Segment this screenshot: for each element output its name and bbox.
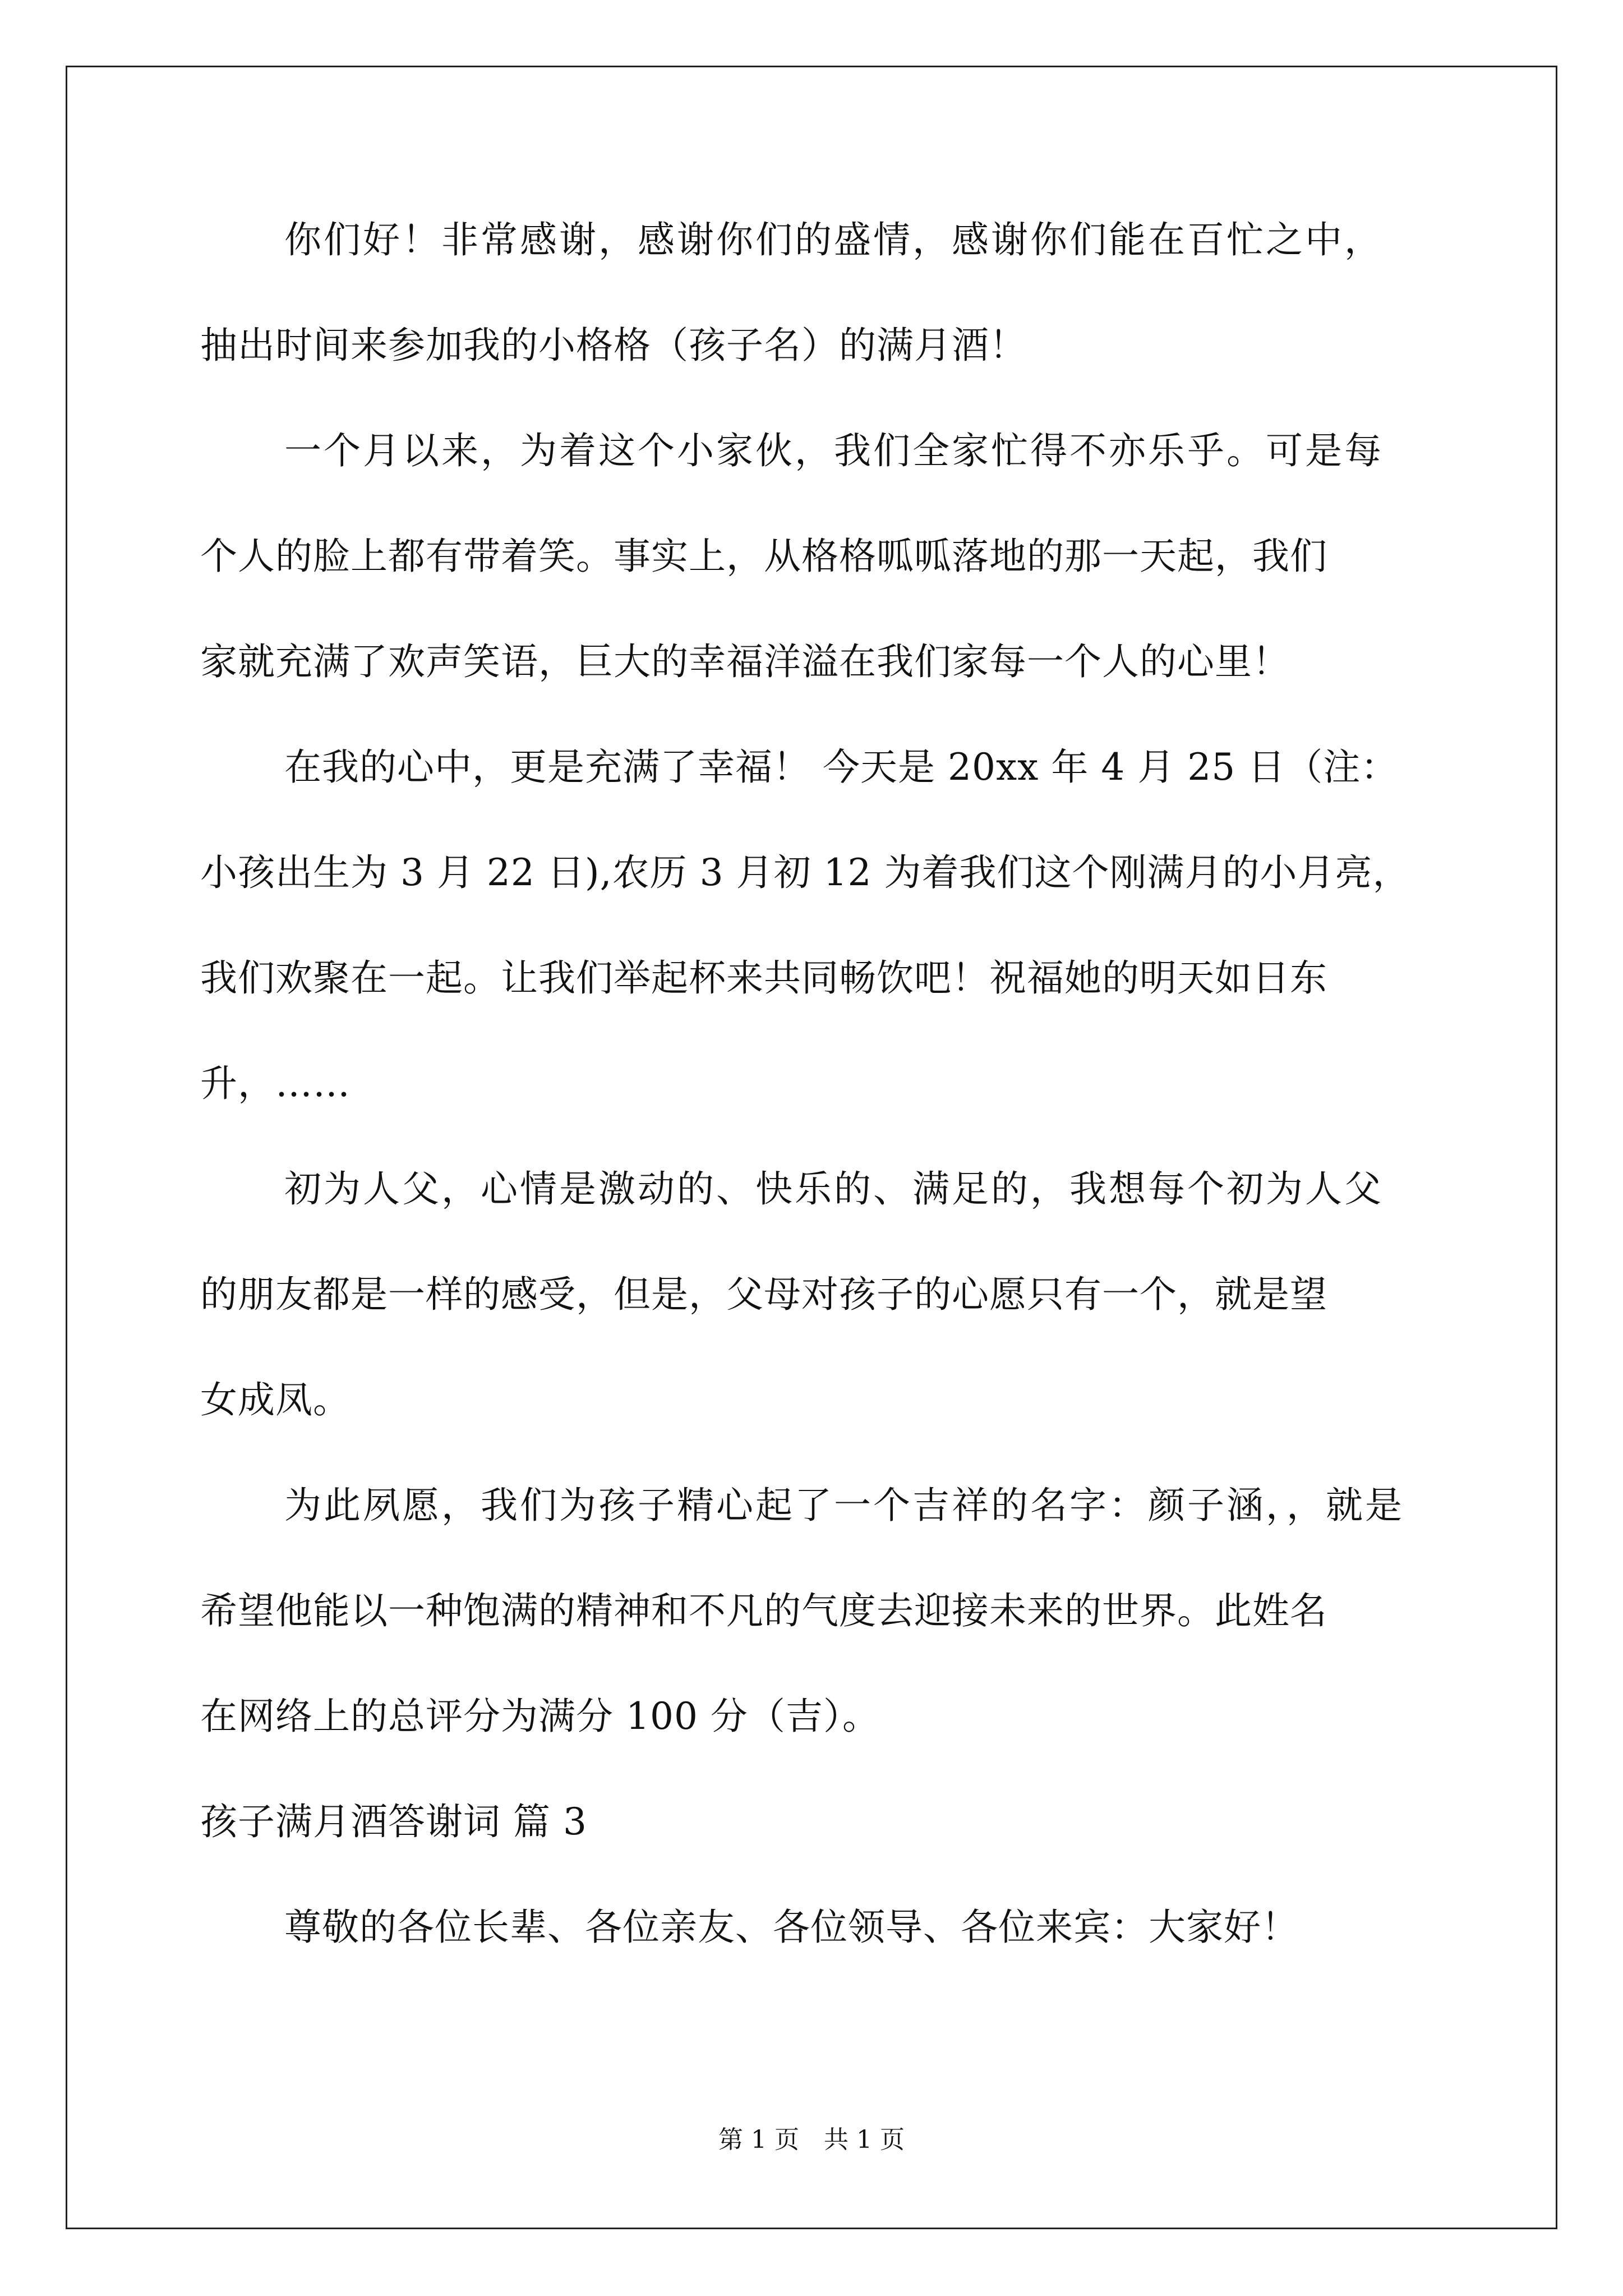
paragraph-line: 家就充满了欢声笑语，巨大的幸福洋溢在我们家每一个人的心里！ [200, 640, 1290, 683]
paragraph-line: 女成凤。 [200, 1378, 351, 1421]
paragraph-line: 的朋友都是一样的感受，但是，父母对孩子的心愿只有一个，就是望 [200, 1273, 1327, 1316]
document-body [200, 212, 1437, 2005]
paragraph-line: 在我的心中，更是充满了幸福！ 今天是 20xx 年 4 月 25 日（注： [284, 746, 1399, 789]
paragraph-line: 小孩出生为 3 月 22 日),农历 3 月初 12 为着我们这个刚满月的小月亮， [200, 851, 1410, 894]
paragraph-line: 希望他能以一种饱满的精神和不凡的气度去迎接未来的世界。此姓名 [200, 1589, 1327, 1632]
paragraph-line: 为此夙愿，我们为孩子精心起了一个吉祥的名字：颜子涵，，就是 [284, 1484, 1404, 1527]
paragraph-line: 抽出时间来参加我的小格格（孩子名）的满月酒！ [200, 324, 1027, 367]
section-heading: 孩子满月酒答谢词 篇 3 [200, 1800, 587, 1843]
paragraph-line: 在网络上的总评分为满分 100 分（吉）。 [200, 1695, 880, 1738]
paragraph-line: 初为人父，心情是激动的、快乐的、满足的，我想每个初为人父 [284, 1167, 1384, 1211]
page-number-footer: 第 1 页 共 1 页 [718, 2125, 905, 2154]
paragraph-line: 你们好！非常感谢，感谢你们的盛情，感谢你们能在百忙之中， [284, 218, 1384, 261]
paragraph-line: 尊敬的各位长辈、各位亲友、各位领导、各位来宾：大家好！ [284, 1906, 1299, 1949]
paragraph-line: 升，…… [200, 1062, 351, 1105]
paragraph-line: 一个月以来，为着这个小家伙，我们全家忙得不亦乐乎。可是每 [284, 429, 1384, 472]
paragraph-line: 个人的脸上都有带着笑。事实上，从格格呱呱落地的那一天起，我们 [200, 535, 1327, 578]
paragraph-line: 我们欢聚在一起。让我们举起杯来共同畅饮吧！祝福她的明天如日东 [200, 956, 1327, 1000]
